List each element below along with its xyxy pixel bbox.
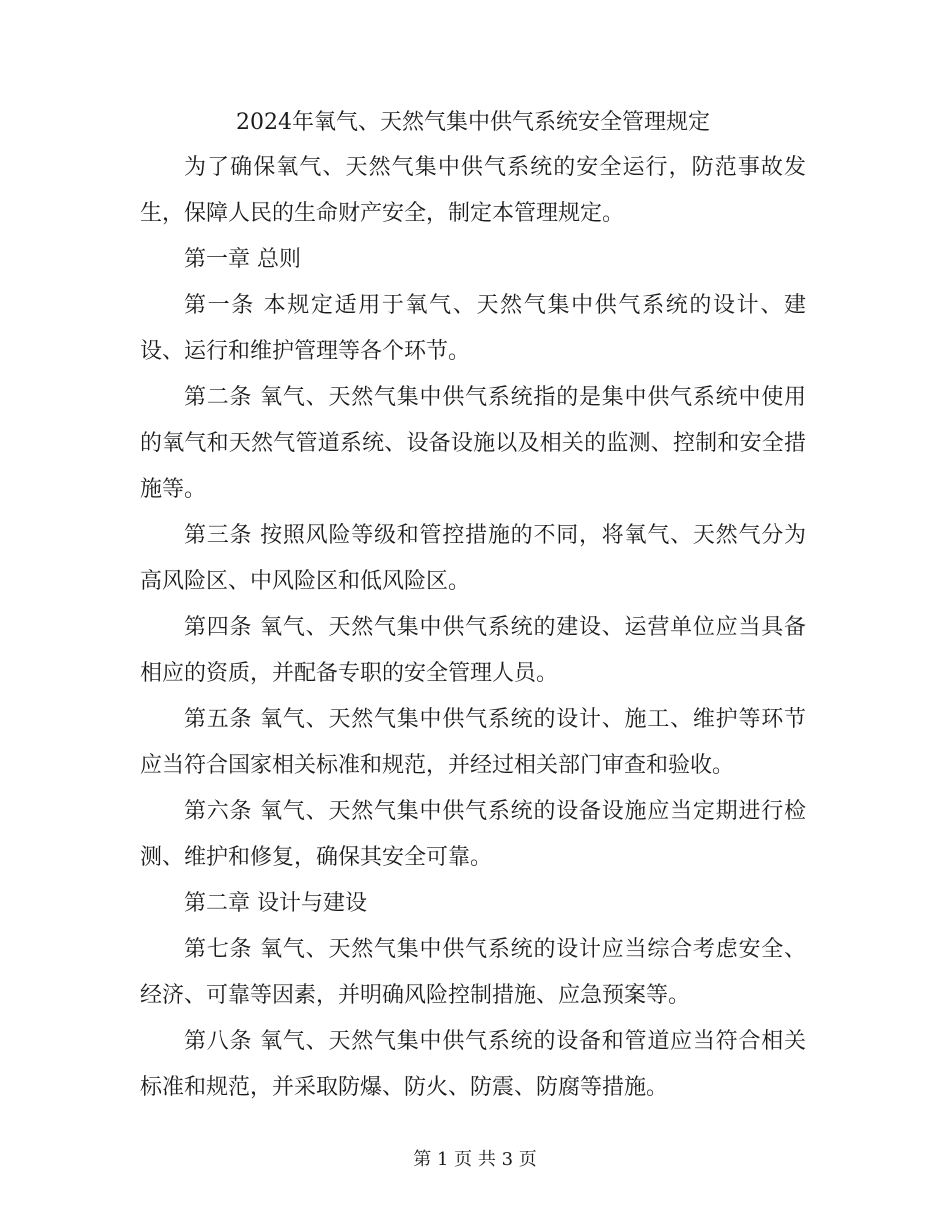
article-paragraph: 第六条 氧气、天然气集中供气系统的设备设施应当定期进行检测、维护和修复，确保其安全可靠。 bbox=[140, 799, 806, 870]
article-paragraph: 第七条 氧气、天然气集中供气系统的设计应当综合考虑安全、经济、可靠等因素，并明确风险控制措施、应急预案等。 bbox=[140, 937, 806, 1008]
document-body bbox=[140, 145, 806, 1111]
document-title: 2024年氧气、天然气集中供气系统安全管理规定 bbox=[236, 110, 710, 135]
chapter-heading: 第一章 总则 bbox=[184, 247, 301, 272]
article-paragraph: 第四条 氧气、天然气集中供气系统的建设、运营单位应当具备相应的资质，并配备专职的安全管理人员。 bbox=[140, 615, 806, 686]
article-paragraph: 第二条 氧气、天然气集中供气系统指的是集中供气系统中使用的氧气和天然气管道系统、设备设施以及相关的监测、控制和安全措施等。 bbox=[140, 385, 806, 502]
article-paragraph: 第五条 氧气、天然气集中供气系统的设计、施工、维护等环节应当符合国家相关标准和规范，并经过相关部门审查和验收。 bbox=[140, 707, 806, 778]
article-paragraph: 第八条 氧气、天然气集中供气系统的设备和管道应当符合相关标准和规范，并采取防爆、防火、防震、防腐等措施。 bbox=[140, 1029, 806, 1100]
article-paragraph: 第三条 按照风险等级和管控措施的不同，将氧气、天然气分为高风险区、中风险区和低风险区。 bbox=[140, 523, 806, 594]
article-paragraph: 第一条 本规定适用于氧气、天然气集中供气系统的设计、建设、运行和维护管理等各个环节。 bbox=[140, 293, 806, 364]
intro-paragraph: 为了确保氧气、天然气集中供气系统的安全运行，防范事故发生，保障人民的生命财产安全，制定本管理规定。 bbox=[140, 155, 806, 226]
page-number-footer: 第 1 页 共 3 页 bbox=[413, 1149, 537, 1170]
chapter-heading: 第二章 设计与建设 bbox=[184, 891, 367, 916]
